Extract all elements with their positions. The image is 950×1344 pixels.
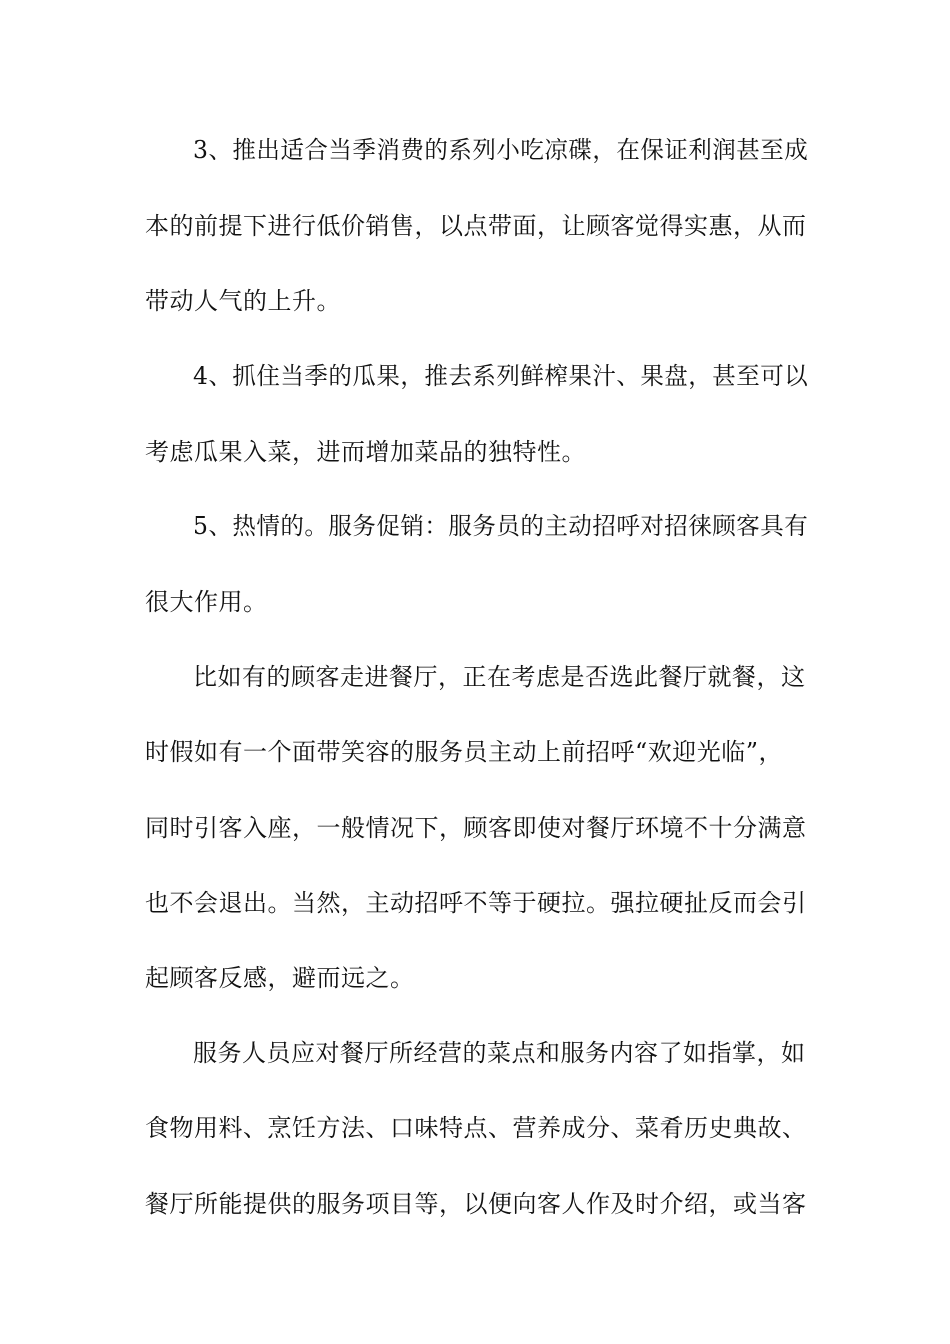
text-line: 时假如有一个面带笑容的服务员主动上前招呼“欢迎光临”，	[145, 738, 784, 766]
text-line: 同时引客入座，一般情况下，顾客即使对餐厅环境不十分满意	[145, 814, 807, 842]
text-line: 比如有的顾客走进餐厅，正在考虑是否选此餐厅就餐，这	[193, 663, 806, 691]
text-line: 食物用料、烹饪方法、口味特点、营养成分、菜肴历史典故、	[145, 1114, 807, 1142]
text-line: 起顾客反感，避而远之。	[145, 964, 415, 992]
text-line: 也不会退出。当然，主动招呼不等于硬拉。强拉硬扯反而会引	[145, 889, 807, 917]
text-line: 很大作用。	[145, 588, 268, 616]
text-line: 5、热情的。服务促销：服务员的主动招呼对招徕顾客具有	[193, 512, 809, 540]
text-line: 4、抓住当季的瓜果，推去系列鲜榨果汁、果盘，甚至可以	[193, 362, 809, 390]
text-line: 服务人员应对餐厅所经营的菜点和服务内容了如指掌，如	[193, 1039, 806, 1067]
text-line: 餐厅所能提供的服务项目等，以便向客人作及时介绍，或当客	[145, 1190, 807, 1218]
text-line: 本的前提下进行低价销售，以点带面，让顾客觉得实惠，从而	[145, 212, 807, 240]
text-line: 带动人气的上升。	[145, 287, 341, 315]
text-line: 3、推出适合当季消费的系列小吃凉碟，在保证利润甚至成	[193, 136, 809, 164]
text-line: 考虑瓜果入菜，进而增加菜品的独特性。	[145, 438, 586, 466]
